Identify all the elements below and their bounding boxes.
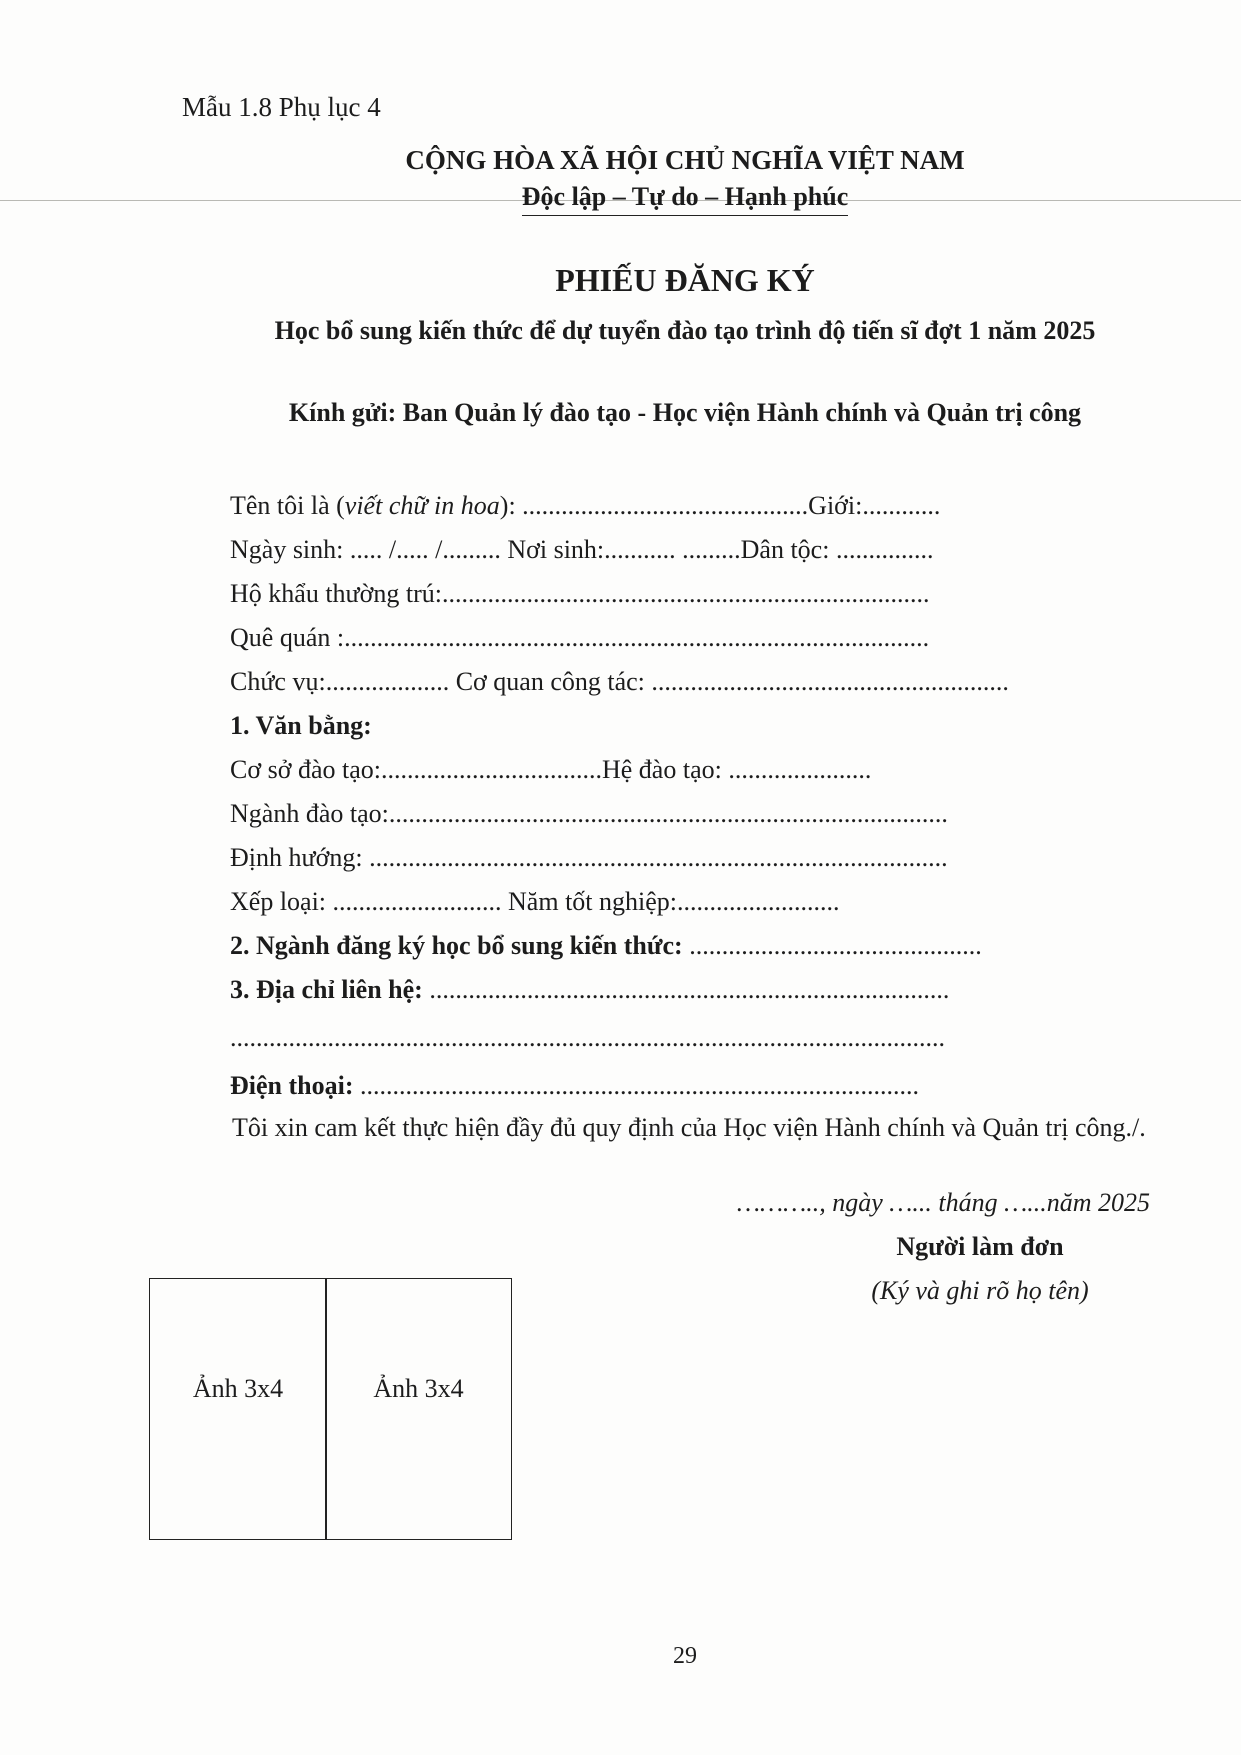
name-label: Tên tôi là ( — [230, 491, 345, 520]
form-code: Mẫu 1.8 Phụ lục 4 — [182, 92, 381, 122]
section2-label: 2. Ngành đăng ký học bổ sung kiến thức: — [230, 931, 683, 960]
field-registered-major — [230, 930, 1144, 962]
section2-line: ............................................. — [682, 931, 982, 960]
photo-box-1 — [149, 1278, 327, 1540]
commitment-paragraph — [188, 1106, 1148, 1150]
field-address-continued: .............................................................................................................. — [230, 1023, 945, 1052]
field-institution: Cơ sở đào tạo:..................................Hệ đào tạo: ...................... — [230, 755, 872, 784]
section3-line: ................................................................................ — [422, 975, 950, 1004]
name-line: ): ............................................Giới:............ — [499, 491, 941, 520]
national-motto: Độc lập – Tự do – Hạnh phúc — [522, 182, 849, 216]
photo-label: Ảnh 3x4 — [192, 1374, 284, 1403]
phone-line: ...................................................................................... — [353, 1071, 919, 1100]
photo-box-2 — [325, 1278, 512, 1540]
page-number: 29 — [673, 1643, 697, 1669]
photo-label: Ảnh 3x4 — [373, 1374, 464, 1403]
signature-title: Người làm đơn — [896, 1232, 1064, 1261]
signature-date: ……….., ngày …... tháng …...năm 2025 — [736, 1188, 1150, 1217]
addressee: Kính gửi: Ban Quản lý đào tạo - Học viện Hành chính và Quản trị công — [288, 398, 1082, 427]
commitment-text: Tôi xin cam kết thực hiện đầy đủ quy định của Học viện Hành chính và Quản trị công./. — [232, 1113, 1146, 1142]
field-grade: Xếp loại: .......................... Năm tốt nghiệp:......................... — [230, 887, 840, 916]
phone-label: Điện thoại: — [230, 1071, 354, 1100]
field-orientation: Định hướng: ......................................................................................... — [230, 843, 948, 872]
field-residence: Hộ khẩu thường trú:........................................................................... — [230, 579, 930, 608]
field-position: Chức vụ:................... Cơ quan công tác: ....................................................... — [230, 667, 1009, 696]
section-degree-heading: 1. Văn bằng: — [230, 711, 372, 740]
field-phone — [230, 1070, 1144, 1102]
signature-note: (Ký và ghi rõ họ tên) — [871, 1276, 1089, 1305]
nation-heading: CỘNG HÒA XÃ HỘI CHỦ NGHĨA VIỆT NAM — [405, 145, 965, 175]
field-name — [230, 490, 1144, 522]
form-subtitle: Học bổ sung kiến thức để dự tuyển đào tạo trình độ tiến sĩ đợt 1 năm 2025 — [274, 316, 1096, 345]
field-major: Ngành đào tạo:...................................................................................... — [230, 799, 948, 828]
section3-label: 3. Địa chỉ liên hệ: — [230, 975, 423, 1004]
field-address — [230, 974, 1144, 1006]
motto-wrapper — [0, 182, 1241, 216]
field-hometown: Quê quán :.......................................................................................... — [230, 623, 930, 652]
name-hint: viết chữ in hoa — [344, 491, 500, 520]
form-title: PHIẾU ĐĂNG KÝ — [555, 262, 815, 298]
field-dob: Ngày sinh: ..... /..... /......... Nơi sinh:........... .........Dân tộc: ............... — [230, 535, 934, 564]
